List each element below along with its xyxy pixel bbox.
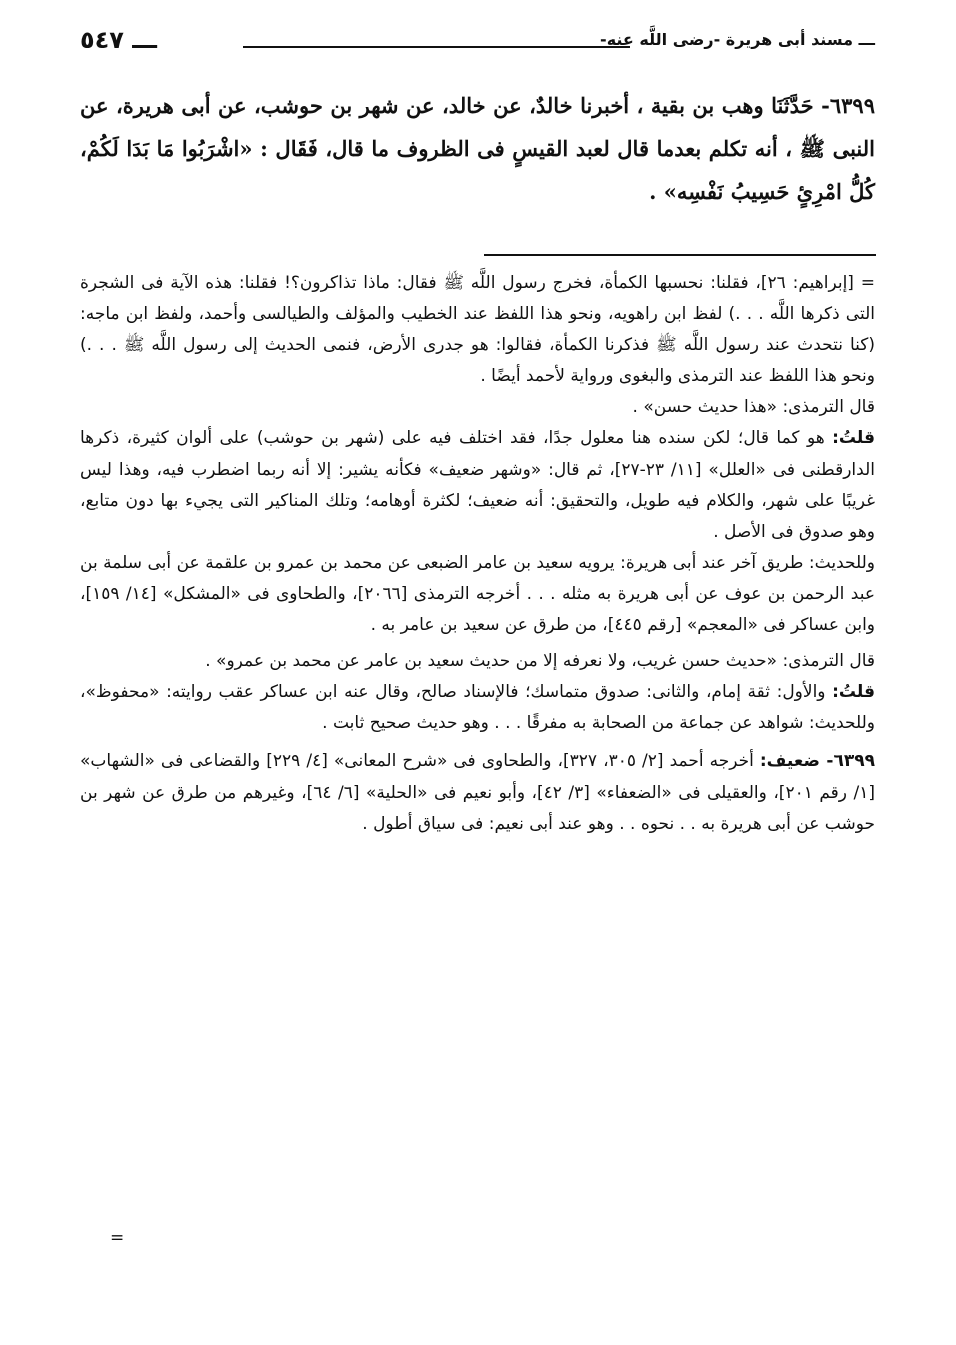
- paragraph-lead: قلتُ:: [832, 428, 875, 449]
- footnote-paragraph: وللحديث: طريق آخر عند أبى هريرة: يرويه سعيد بن عامر الضبعى عن محمد بن عمرو بن علقمة عن أبى سلمة بن عبد الرحمن بن عوف عن أبى هريرة به مثله . . . أخرجه الترمذى [٢٠٦٦]، والطحاوى فى «المشكل» [١٤/ ١٥٩]، وابن عساكر فى «المعجم» [رقم ٤٤٥]، من طرق عن سعيد بن عامر به .: [80, 552, 875, 636]
- footnote-paragraph: قال الترمذى: «حديث حسن غريب، ولا نعرفه إلا من حديث سعيد بن عامر عن محمد بن عمرو» .: [205, 651, 875, 672]
- takhrij-lead: ٦٣٩٩- ضعيف:: [759, 751, 876, 772]
- footnote-paragraph: [80, 423, 875, 547]
- page-number: ـــ ٥٤٧: [80, 26, 157, 54]
- footnote-paragraph: = [إبراهيم: ٢٦]، فقلنا: نحسبها الكمأة، فخرج رسول اللَّه ﷺ فقال: ماذا تذاكرون؟! فقلنا: هذه الآية فى الشجرة التى ذكرها اللَّه . . .) لفظ ابن راهويه، ونحو هذا اللفظ عند الخطيب والمؤلف والطيالسى وأحمد، ولفظ ابن ماجه: (كنا نتحدث عند رسول اللَّه ﷺ فذكرنا الكمأة، فقالوا: هو جدرى الأرض، فنمى الحديث إلى رسول اللَّه ﷺ . . .) ونحو هذا اللفظ عند الترمذى والبغوى ورواية لأحمد أيضًا .: [80, 273, 875, 387]
- paragraph-text: والأول: ثقة إمام، والثانى: صدوق متماسك؛ فالإسناد صالح، وقال عنه ابن عساكر عقب روايته: «محفوظ»، وللحديث: شواهد عن جماعة من الصحابة به مفرقًا . . . وهو حديث صحيح ثابت .: [80, 682, 875, 734]
- hadith-text: [80, 84, 875, 213]
- footnote-separator: [484, 254, 876, 256]
- paragraph-lead: قلتُ:: [832, 682, 875, 703]
- page-header: [80, 26, 875, 64]
- hadith-number: ٦٣٩٩-: [821, 93, 875, 118]
- header-rule: [243, 46, 630, 48]
- continuation-mark: =: [110, 1228, 125, 1248]
- paragraph-text: أخرجه أحمد [٢/ ٣٠٥، ٣٢٧]، والطحاوى فى «شرح المعانى» [٤/ ٢٢٩] والقضاعى فى «الشهاب» [١/ رقم ٢٠١]، والعقيلى فى «الضعفاء» [٣/ ٤٢]، وأبو نعيم فى «الحلية» [٦/ ٦٤]، وغيرهم من طرق عن شهر بن حوشب عن أبى هريرة به . . نحوه . . وهو عند أبى نعيم: فى سياق أطول .: [80, 751, 875, 834]
- footnote-paragraph: قال الترمذى: «هذا حديث حسن» .: [632, 397, 875, 418]
- running-title: ـــ مسند أبى هريرة -رضى اللَّه عنه-: [600, 30, 875, 49]
- hadith-body: حَدَّثَنَا وهب بن بقية ، أخبرنا خالدٌ، عن خالد، عن شهر بن حوشب، عن أبى هريرة، عن النبى ﷺ ، أنه تكلم بعدما قال لعبد القيسٍ فى الظروف ما قال، فَقَال : «اشْرَبُوا مَا بَدَا لَكُمْ، كُلُّ امْرِئٍ حَسِيبُ نَفْسِه» .: [80, 93, 875, 204]
- paragraph-text: هو كما قال؛ لكن سنده هنا معلول جدًا، فقد اختلف فيه على (شهر بن حوشب) على ألوان كثيرة، ذكرها الدارقطنى فى «العلل» [١١/ ٢٣-٢٧]، ثم قال: «وشهر ضعيف» فكأنه يشير: إلا أنه ربما اضطرب فيه، وهذا ليس غريبًا على شهر، والكلام فيه طويل، والتحقيق: أنه ضعيف؛ لكثرة أوهامه؛ وتلك المناكير التى يجيء بها دون متابع، وهو صدوق فى الأصل .: [80, 428, 875, 542]
- footnote-paragraph: [80, 677, 875, 739]
- footnotes: [80, 268, 875, 840]
- takhrij-paragraph: [80, 746, 875, 839]
